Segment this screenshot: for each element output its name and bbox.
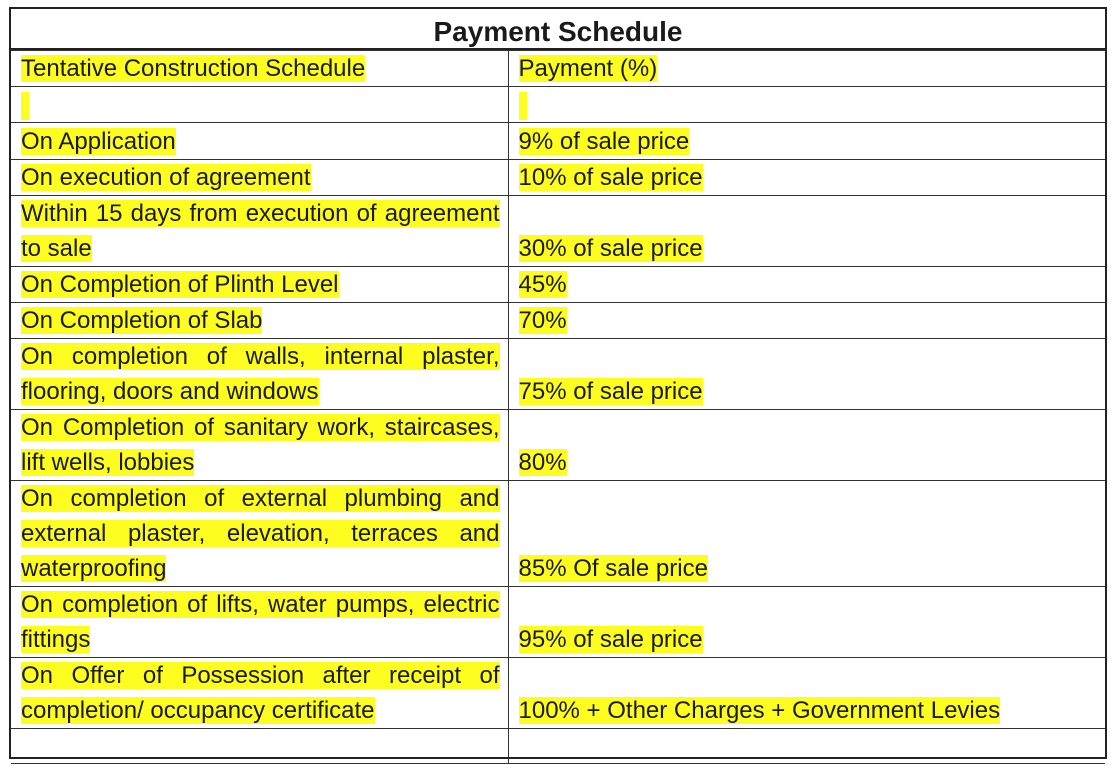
header-stage-label: Tentative Construction Schedule [21,55,366,82]
payment-text: 10% of sale price [518,164,703,191]
payment-cell [508,160,1105,196]
blank-row [11,87,1105,123]
header-cell-payment [508,51,1105,87]
payment-cell [508,339,1105,410]
stage-cell [11,160,508,196]
payment-text: 80% [518,449,567,476]
payment-cell [508,123,1105,160]
table-row [11,267,1105,303]
payment-schedule-frame [9,7,1107,759]
blank-cell-stage [11,87,508,123]
payment-cell [508,267,1105,303]
stage-cell [11,339,508,410]
stage-text: On Completion of Slab [21,307,263,334]
table-row [11,196,1105,267]
table-row [11,658,1105,729]
stage-text: Within 15 days from execution of agreement to sale [21,200,500,262]
payment-text: 95% of sale price [518,626,703,653]
table-row [11,123,1105,160]
blank-cell-payment [508,87,1105,123]
table-row [11,481,1105,587]
stage-text: On Completion of sanitary work, staircases, lift wells, lobbies [21,414,500,476]
stage-cell [11,267,508,303]
payment-cell [508,303,1105,339]
table-row [11,410,1105,481]
header-payment-label: Payment (%) [518,55,658,82]
table-row [11,339,1105,410]
stage-text: On execution of agreement [21,164,311,191]
payment-text: 45% [518,271,567,298]
stage-text: On Completion of Plinth Level [21,271,339,298]
payment-text: 70% [518,307,567,334]
stage-text: On completion of lifts, water pumps, electric fittings [21,591,500,653]
highlight-mark [21,92,29,120]
stage-cell [11,123,508,160]
table-row [11,303,1105,339]
stage-cell [11,587,508,658]
blank-cell-stage [11,729,508,764]
payment-cell [508,196,1105,267]
table-row [11,587,1105,658]
payment-cell [508,410,1105,481]
payment-text: 75% of sale price [518,378,703,405]
payment-text: 30% of sale price [518,235,703,262]
table-row [11,160,1105,196]
stage-cell [11,658,508,729]
payment-text: 9% of sale price [518,128,690,155]
stage-text: On completion of walls, internal plaster, flooring, doors and windows [21,343,500,405]
blank-cell-payment [508,729,1105,764]
stage-cell [11,196,508,267]
payment-schedule-table [11,50,1105,764]
payment-cell [508,587,1105,658]
payment-text: 100% + Other Charges + Government Levies [518,697,1001,724]
stage-text: On Offer of Possession after receipt of completion/ occupancy certificate [21,662,500,724]
stage-cell [11,481,508,587]
payment-text: 85% Of sale price [518,555,708,582]
stage-text: On Application [21,128,176,155]
header-row [11,51,1105,87]
stage-text: On completion of external plumbing and external plaster, elevation, terraces and waterproofing [21,485,500,582]
stage-cell [11,303,508,339]
trailing-blank-row [11,729,1105,764]
payment-cell [508,481,1105,587]
table-title: Payment Schedule [11,9,1105,50]
stage-cell [11,410,508,481]
highlight-mark [519,92,527,120]
header-cell-stage [11,51,508,87]
payment-cell [508,658,1105,729]
